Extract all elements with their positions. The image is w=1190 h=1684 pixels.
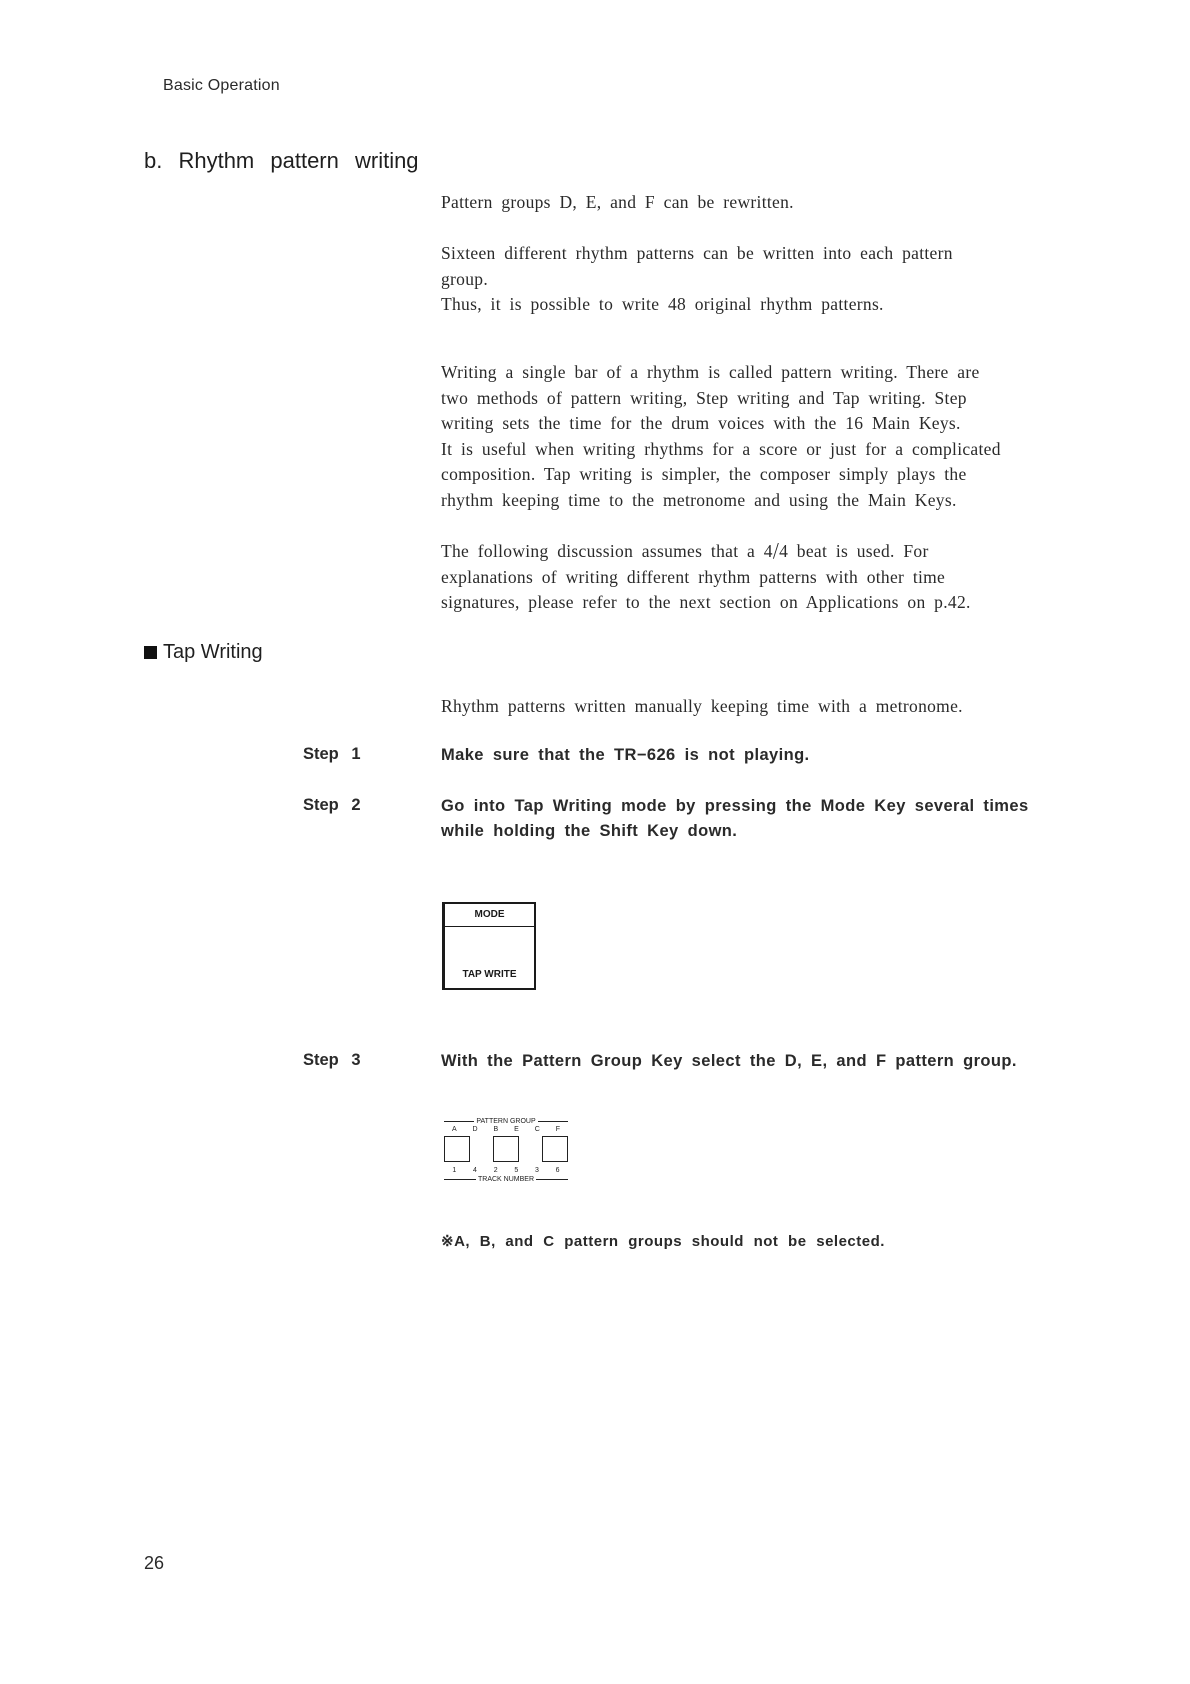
step-2-text [441, 794, 1070, 844]
pattern-group-title-row [444, 1118, 568, 1125]
group-letter: B [493, 1126, 499, 1133]
track-number: 3 [535, 1167, 539, 1174]
track-number-label: TRACK NUMBER [478, 1176, 535, 1183]
mode-display-label: MODE [445, 904, 534, 927]
group-letter: D [472, 1126, 478, 1133]
paragraph-line: writing sets the time for the drum voices with the 16 Main Keys. [441, 413, 961, 433]
paragraph-line: Thus, it is possible to write 48 original rhythm patterns. [441, 294, 884, 314]
paragraph-line: rhythm keeping time to the metronome and using the Main Keys. [441, 489, 957, 510]
mode-display-diagram [442, 902, 536, 990]
paragraph-line: Pattern groups D, E, and F can be rewritten. [441, 192, 794, 212]
paragraph-line: composition. Tap writing is simpler, the composer simply plays the [441, 464, 967, 484]
step-line: while holding the Shift Key down. [441, 822, 738, 840]
step-3-label: Step 3 [303, 1051, 361, 1069]
divider [444, 1179, 476, 1180]
group-letter: F [555, 1126, 560, 1133]
paragraph-line: signatures, please refer to the next section on Applications on p.42. [441, 592, 971, 612]
track-number: 1 [452, 1167, 457, 1174]
step-3-text [441, 1049, 1070, 1074]
paragraph-sixteen-patterns [441, 241, 1070, 318]
track-number: 6 [555, 1167, 560, 1174]
tap-writing-heading-text: Tap Writing [163, 641, 263, 663]
pattern-group-note: ※A, B, and C pattern groups should not be selected. [441, 1233, 885, 1250]
pattern-group-key-3 [542, 1136, 568, 1162]
group-letter: C [534, 1126, 540, 1133]
section-title: b. Rhythm pattern writing [144, 148, 419, 173]
paragraph-line: The following discussion assumes that a 4⧸4 beat is used. For [441, 541, 929, 561]
paragraph-pattern-groups [441, 190, 1070, 216]
track-number-label-row [444, 1176, 568, 1183]
track-numbers [444, 1167, 568, 1174]
divider [444, 1121, 474, 1122]
page-number: 26 [144, 1553, 165, 1573]
divider [536, 1179, 568, 1180]
step-line: Make sure that the TR−626 is not playing. [441, 746, 810, 764]
step-line: With the Pattern Group Key select the D, E, and F pattern group. [441, 1052, 1017, 1070]
square-bullet-icon [144, 646, 157, 659]
pattern-group-key-1 [444, 1136, 470, 1162]
paragraph-line: Sixteen different rhythm patterns can be written into each pattern [441, 243, 953, 263]
pattern-group-keys [444, 1136, 568, 1162]
paragraph-time-signature [441, 539, 1070, 616]
track-number: 5 [514, 1167, 519, 1174]
pattern-group-diagram [444, 1118, 568, 1190]
tap-writing-intro [441, 694, 1070, 720]
track-number: 4 [473, 1167, 477, 1174]
divider [538, 1121, 568, 1122]
step-1-label: Step 1 [303, 745, 361, 763]
paragraph-line: It is useful when writing rhythms for a score or just for a complicated [441, 438, 1001, 459]
paragraph-pattern-writing [441, 360, 1070, 513]
track-number: 2 [493, 1167, 498, 1174]
pattern-group-letters [444, 1126, 568, 1133]
group-letter: A [451, 1126, 457, 1133]
paragraph-line: Writing a single bar of a rhythm is called pattern writing. There are [441, 362, 980, 382]
paragraph-line: two methods of pattern writing, Step writing and Tap writing. Step [441, 387, 967, 408]
step-2-label: Step 2 [303, 796, 361, 814]
pattern-group-key-2 [493, 1136, 519, 1162]
mode-display-value: TAP WRITE [462, 969, 517, 980]
pattern-group-title: PATTERN GROUP [476, 1118, 536, 1125]
step-1-text [441, 743, 1070, 768]
tap-writing-heading [144, 641, 263, 664]
step-line: Go into Tap Writing mode by pressing the Mode Key several times [441, 797, 1029, 815]
running-head: Basic Operation [163, 77, 280, 94]
paragraph-line: explanations of writing different rhythm patterns with other time [441, 566, 946, 587]
paragraph-line: Rhythm patterns written manually keeping time with a metronome. [441, 696, 963, 716]
paragraph-line: group. [441, 268, 489, 289]
group-letter: E [514, 1126, 519, 1133]
